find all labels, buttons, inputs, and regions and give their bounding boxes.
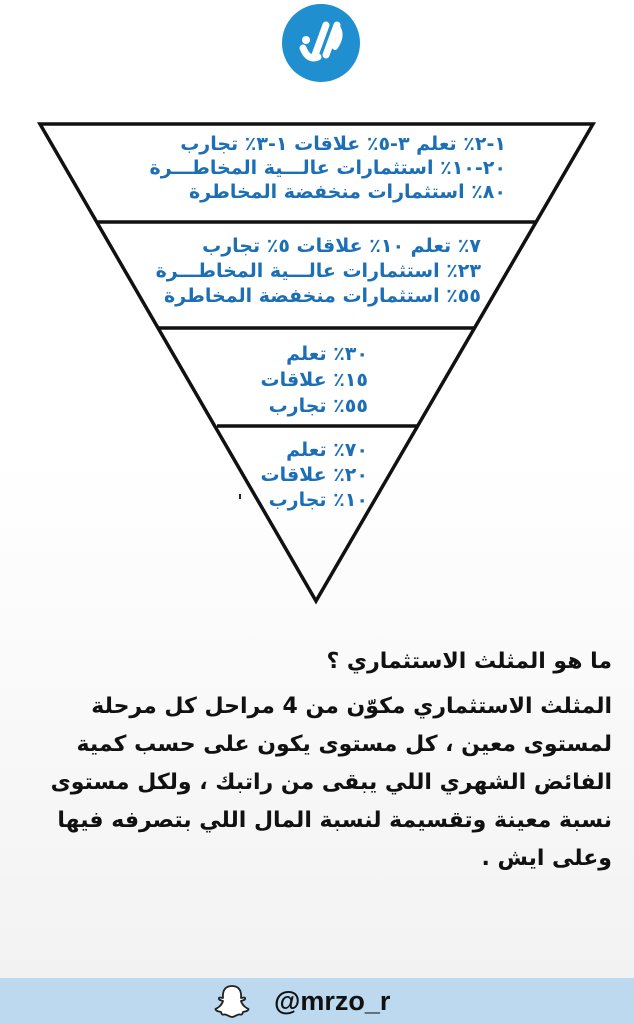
level-4-line-2: ٢٠٪ علاقات [260, 464, 368, 486]
snapchat-handle: @mrzo_r [274, 986, 391, 1016]
article-line-2: لمستوى معين ، كل مستوى يكون على حسب كمية [76, 732, 612, 757]
article-line-1: المثلث الاستثماري مكوّن من 4 مراحل كل مرحلة [91, 694, 612, 719]
article-line-4: نسبة معينة وتقسيمة لنسبة المال اللي بتصرفه فيها [57, 808, 612, 833]
pyramid-level-1 [150, 132, 507, 204]
level-3-line-1: ٣٠٪ تعلم [286, 343, 368, 365]
level-2-line-1: ٧٪ تعلم ١٠٪ علاقات ٥٪ تجارب [202, 235, 481, 257]
level-3-line-3: ٥٥٪ تجارب [268, 395, 368, 417]
pyramid-level-2 [156, 234, 481, 309]
pyramid-level-3 [261, 341, 369, 419]
article-line-5: وعلى ايش . [481, 846, 612, 871]
level-1-line-1: ١-٢٪ تعلم ٣-٥٪ علاقات ١-٣٪ تجارب [180, 133, 506, 155]
level-3-line-2: ١٥٪ علاقات [260, 369, 368, 391]
level-1-line-3: ٨٠٪ استثمارات منخفضة المخاطرة [188, 181, 506, 203]
article-text [22, 645, 612, 878]
snapchat-ghost-icon [212, 981, 252, 1021]
article-line-3: الفائض الشهري اللي يبقى من راتبك ، ولكل مستوى [50, 770, 612, 795]
level-1-line-2: ٢٠-١٠٪ استثمارات عالـــية المخاطـــرة [149, 157, 506, 179]
level-2-line-2: ٢٣٪ استثمارات عالـــية المخاطـــرة [155, 260, 481, 282]
article-title: ما هو المثلث الاستثماري ؟ [326, 649, 612, 674]
stray-mark [239, 494, 241, 499]
level-4-line-1: ٧٠٪ تعلم [286, 439, 368, 461]
level-4-line-3: ١٠٪ تجارب [268, 489, 368, 511]
level-2-line-3: ٥٥٪ استثمارات منخفضة المخاطرة [163, 285, 481, 307]
pyramid-level-4 [261, 438, 369, 513]
